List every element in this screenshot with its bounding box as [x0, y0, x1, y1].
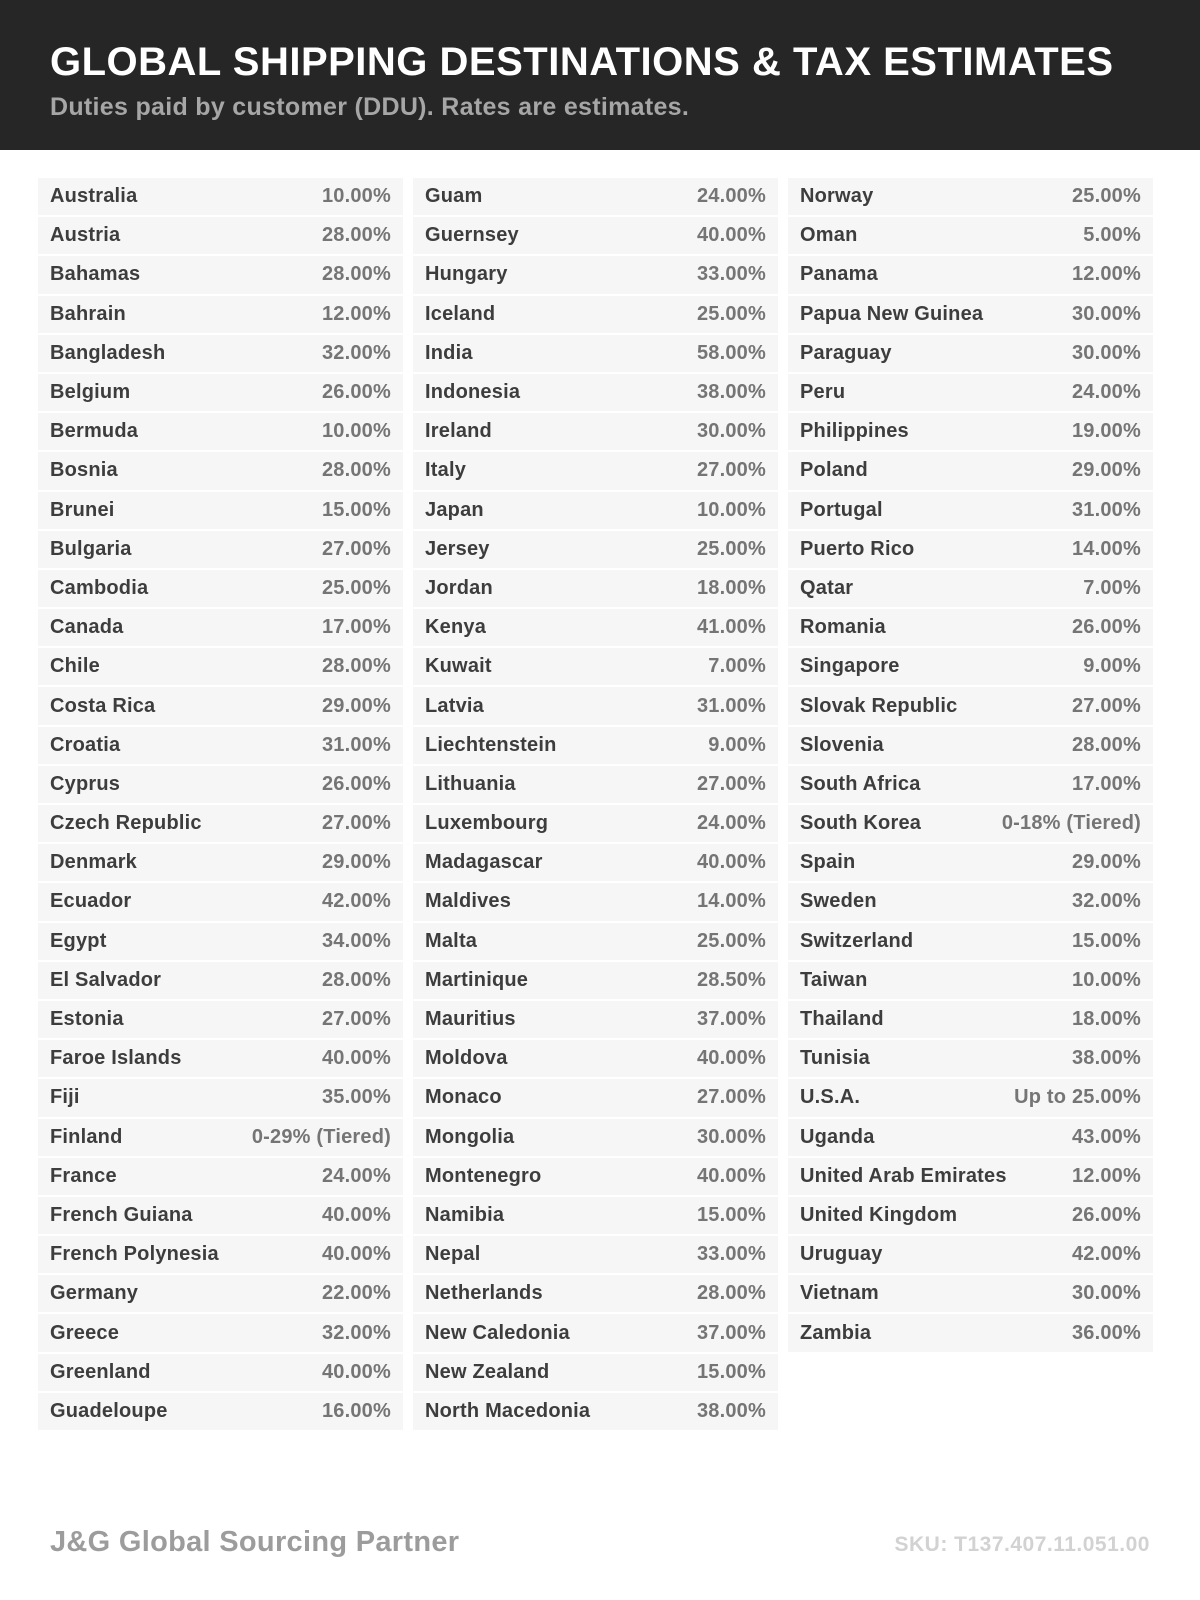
- table-row: [413, 727, 778, 764]
- country-name: Poland: [800, 459, 868, 482]
- country-name: Guam: [425, 185, 483, 208]
- table-row: [38, 687, 403, 724]
- table-row: [38, 923, 403, 960]
- country-name: Lithuania: [425, 772, 516, 795]
- tax-rate: 28.00%: [321, 263, 391, 286]
- table-row: [788, 178, 1153, 215]
- tax-table-column-3: [788, 178, 1153, 1354]
- table-row: [788, 1001, 1153, 1038]
- country-name: Maldives: [425, 890, 512, 913]
- country-name: Chile: [50, 655, 100, 678]
- table-row: [413, 805, 778, 842]
- tax-rate: 28.00%: [1071, 733, 1141, 756]
- table-row: [38, 570, 403, 607]
- table-row: [788, 687, 1153, 724]
- tax-rate: 37.00%: [696, 1321, 766, 1344]
- country-name: Greece: [50, 1321, 120, 1344]
- country-name: Guernsey: [425, 224, 519, 247]
- country-name: South Africa: [800, 772, 921, 795]
- country-name: Costa Rica: [50, 694, 156, 717]
- header-banner: [0, 0, 1200, 150]
- table-row: [413, 492, 778, 529]
- country-name: Bahamas: [50, 263, 141, 286]
- tax-rate: 26.00%: [321, 772, 391, 795]
- country-name: Guadeloupe: [50, 1399, 168, 1422]
- table-row: [788, 883, 1153, 920]
- tax-rate: 33.00%: [696, 263, 766, 286]
- country-name: Philippines: [800, 420, 909, 443]
- table-row: [413, 766, 778, 803]
- country-name: Zambia: [800, 1321, 872, 1344]
- brand-name: J&G Global Sourcing Partner: [50, 1526, 460, 1558]
- tax-rate: 40.00%: [696, 851, 766, 874]
- table-row: [788, 374, 1153, 411]
- country-name: Thailand: [800, 1008, 884, 1031]
- table-row: [413, 1119, 778, 1156]
- country-name: Martinique: [425, 968, 529, 991]
- country-name: Romania: [800, 616, 886, 639]
- tax-rate: 29.00%: [321, 694, 391, 717]
- tax-rate: 12.00%: [1071, 263, 1141, 286]
- tax-rate: 12.00%: [1071, 1164, 1141, 1187]
- table-row: [788, 923, 1153, 960]
- table-row: [413, 1236, 778, 1273]
- table-row: [38, 413, 403, 450]
- country-name: Oman: [800, 224, 858, 247]
- table-row: [788, 844, 1153, 881]
- country-name: Nepal: [425, 1243, 481, 1266]
- tax-rate: 22.00%: [321, 1282, 391, 1305]
- table-row: [788, 413, 1153, 450]
- country-name: Indonesia: [425, 381, 521, 404]
- tax-rate: 30.00%: [1071, 302, 1141, 325]
- table-row: [788, 296, 1153, 333]
- tax-rate: 32.00%: [321, 1321, 391, 1344]
- tax-rate: 27.00%: [696, 459, 766, 482]
- country-name: Latvia: [425, 694, 485, 717]
- country-name: Luxembourg: [425, 812, 549, 835]
- country-name: Czech Republic: [50, 812, 202, 835]
- tax-rate: 27.00%: [696, 772, 766, 795]
- country-name: India: [425, 341, 473, 364]
- tax-rate: 34.00%: [321, 929, 391, 952]
- country-name: Uruguay: [800, 1243, 883, 1266]
- country-name: Fiji: [50, 1086, 80, 1109]
- tax-rate: 26.00%: [321, 381, 391, 404]
- country-name: Taiwan: [800, 968, 868, 991]
- tax-rate: 25.00%: [696, 302, 766, 325]
- tax-rate: 24.00%: [1071, 381, 1141, 404]
- table-row: [788, 570, 1153, 607]
- tax-rate: 10.00%: [321, 420, 391, 443]
- table-row: [788, 1197, 1153, 1234]
- table-row: [413, 609, 778, 646]
- country-name: Monaco: [425, 1086, 502, 1109]
- country-name: Bosnia: [50, 459, 118, 482]
- country-name: Switzerland: [800, 929, 914, 952]
- country-name: Spain: [800, 851, 856, 874]
- tax-rate: 10.00%: [1071, 968, 1141, 991]
- tax-rate: 27.00%: [321, 1008, 391, 1031]
- table-row: [413, 648, 778, 685]
- table-row: [38, 296, 403, 333]
- table-row: [788, 1040, 1153, 1077]
- tax-rate: 7.00%: [1083, 576, 1141, 599]
- tax-rate: 38.00%: [696, 381, 766, 404]
- country-name: Kenya: [425, 616, 487, 639]
- country-name: Madagascar: [425, 851, 543, 874]
- country-name: Singapore: [800, 655, 900, 678]
- country-name: Italy: [425, 459, 467, 482]
- table-row: [788, 1079, 1153, 1116]
- country-name: Montenegro: [425, 1164, 542, 1187]
- table-row: [788, 805, 1153, 842]
- country-name: Qatar: [800, 576, 854, 599]
- country-name: Uganda: [800, 1125, 875, 1148]
- country-name: Slovenia: [800, 733, 884, 756]
- tax-rate: 40.00%: [696, 224, 766, 247]
- country-name: Cyprus: [50, 772, 121, 795]
- table-row: [38, 1158, 403, 1195]
- table-row: [413, 1158, 778, 1195]
- tax-rate: 25.00%: [1071, 185, 1141, 208]
- tax-rate: 25.00%: [696, 929, 766, 952]
- country-name: Mauritius: [425, 1008, 516, 1031]
- tax-rate: 18.00%: [1071, 1008, 1141, 1031]
- tax-rate: 0-29% (Tiered): [251, 1125, 391, 1148]
- table-row: [38, 1393, 403, 1430]
- tax-rate: 9.00%: [708, 733, 766, 756]
- tax-rate: 9.00%: [1083, 655, 1141, 678]
- tax-rate: 5.00%: [1083, 224, 1141, 247]
- country-name: Papua New Guinea: [800, 302, 984, 325]
- country-name: Croatia: [50, 733, 121, 756]
- table-row: [413, 256, 778, 293]
- table-row: [788, 609, 1153, 646]
- tax-rate: 15.00%: [1071, 929, 1141, 952]
- table-row: [413, 1314, 778, 1351]
- tax-rate: 30.00%: [1071, 341, 1141, 364]
- tax-rate: 30.00%: [696, 1125, 766, 1148]
- table-row: [38, 217, 403, 254]
- sku-label: SKU: T137.407.11.051.00: [894, 1533, 1150, 1556]
- tax-rate: 28.00%: [321, 459, 391, 482]
- table-row: [413, 1040, 778, 1077]
- country-name: Finland: [50, 1125, 123, 1148]
- table-row: [413, 178, 778, 215]
- tax-rate: 27.00%: [696, 1086, 766, 1109]
- country-name: New Zealand: [425, 1360, 550, 1383]
- table-row: [38, 648, 403, 685]
- country-name: Denmark: [50, 851, 137, 874]
- tax-rate: 26.00%: [1071, 616, 1141, 639]
- table-row: [413, 1197, 778, 1234]
- table-row: [38, 883, 403, 920]
- table-row: [413, 1001, 778, 1038]
- table-row: [413, 452, 778, 489]
- table-row: [413, 531, 778, 568]
- tax-rate: 41.00%: [696, 616, 766, 639]
- tax-rate: 42.00%: [321, 890, 391, 913]
- country-name: Vietnam: [800, 1282, 879, 1305]
- table-row: [788, 766, 1153, 803]
- tax-rate: 31.00%: [1071, 498, 1141, 521]
- country-name: Hungary: [425, 263, 508, 286]
- tax-rate: 25.00%: [321, 576, 391, 599]
- country-name: Portugal: [800, 498, 883, 521]
- table-row: [38, 178, 403, 215]
- country-name: Panama: [800, 263, 878, 286]
- tax-rate: 32.00%: [1071, 890, 1141, 913]
- table-row: [38, 1001, 403, 1038]
- country-name: Cambodia: [50, 576, 149, 599]
- country-name: Bulgaria: [50, 537, 132, 560]
- table-row: [38, 335, 403, 372]
- country-name: Germany: [50, 1282, 139, 1305]
- tax-rate: 29.00%: [321, 851, 391, 874]
- tax-rate: 14.00%: [1071, 537, 1141, 560]
- table-row: [38, 374, 403, 411]
- tax-rate: 28.00%: [321, 968, 391, 991]
- tax-rate: 36.00%: [1071, 1321, 1141, 1344]
- tax-rate: 31.00%: [696, 694, 766, 717]
- country-name: Iceland: [425, 302, 496, 325]
- table-row: [413, 570, 778, 607]
- country-name: French Guiana: [50, 1203, 193, 1226]
- country-name: New Caledonia: [425, 1321, 570, 1344]
- table-row: [38, 766, 403, 803]
- table-row: [413, 413, 778, 450]
- table-row: [38, 727, 403, 764]
- country-name: Belgium: [50, 381, 131, 404]
- table-row: [413, 1275, 778, 1312]
- tax-rate-table: [0, 178, 1200, 1432]
- tax-rate: 40.00%: [321, 1047, 391, 1070]
- table-row: [788, 727, 1153, 764]
- country-name: Japan: [425, 498, 484, 521]
- tax-rate: 43.00%: [1071, 1125, 1141, 1148]
- table-row: [38, 492, 403, 529]
- tax-rate: 58.00%: [696, 341, 766, 364]
- country-name: Austria: [50, 224, 121, 247]
- country-name: Sweden: [800, 890, 877, 913]
- country-name: Tunisia: [800, 1047, 870, 1070]
- country-name: Bermuda: [50, 420, 139, 443]
- tax-rate: 40.00%: [696, 1164, 766, 1187]
- table-row: [38, 1040, 403, 1077]
- table-row: [788, 256, 1153, 293]
- table-row: [788, 1314, 1153, 1351]
- page-subtitle: Duties paid by customer (DDU). Rates are estimates.: [50, 93, 690, 121]
- country-name: United Kingdom: [800, 1203, 958, 1226]
- tax-rate: 27.00%: [321, 812, 391, 835]
- tax-rate: 17.00%: [1071, 772, 1141, 795]
- footer: [50, 1526, 1150, 1559]
- tax-rate: 37.00%: [696, 1008, 766, 1031]
- tax-rate: 31.00%: [321, 733, 391, 756]
- tax-rate: 10.00%: [696, 498, 766, 521]
- country-name: Puerto Rico: [800, 537, 915, 560]
- country-name: Faroe Islands: [50, 1047, 182, 1070]
- table-row: [788, 1119, 1153, 1156]
- table-row: [413, 1354, 778, 1391]
- table-row: [413, 687, 778, 724]
- table-row: [38, 1119, 403, 1156]
- tax-rate: 25.00%: [696, 537, 766, 560]
- table-row: [413, 1393, 778, 1430]
- country-name: Estonia: [50, 1008, 124, 1031]
- tax-rate: 38.00%: [1071, 1047, 1141, 1070]
- tax-rate: 33.00%: [696, 1243, 766, 1266]
- table-row: [38, 256, 403, 293]
- table-row: [788, 217, 1153, 254]
- table-row: [788, 531, 1153, 568]
- country-name: Jordan: [425, 576, 493, 599]
- table-row: [788, 335, 1153, 372]
- table-row: [38, 962, 403, 999]
- tax-rate: 14.00%: [696, 890, 766, 913]
- country-name: Slovak Republic: [800, 694, 958, 717]
- country-name: Bangladesh: [50, 341, 166, 364]
- tax-rate: 0-18% (Tiered): [1001, 812, 1141, 835]
- tax-rate: 24.00%: [696, 185, 766, 208]
- country-name: Australia: [50, 185, 138, 208]
- page-title: GLOBAL SHIPPING DESTINATIONS & TAX ESTIMATES: [50, 40, 1114, 84]
- country-name: Canada: [50, 616, 124, 639]
- tax-rate: 40.00%: [321, 1360, 391, 1383]
- table-row: [413, 923, 778, 960]
- table-row: [38, 844, 403, 881]
- table-row: [38, 1275, 403, 1312]
- country-name: Jersey: [425, 537, 490, 560]
- country-name: North Macedonia: [425, 1399, 591, 1422]
- tax-rate: 32.00%: [321, 341, 391, 364]
- tax-rate: 15.00%: [696, 1203, 766, 1226]
- tax-rate: 28.50%: [696, 968, 766, 991]
- table-row: [38, 805, 403, 842]
- tax-rate: 24.00%: [696, 812, 766, 835]
- country-name: Moldova: [425, 1047, 508, 1070]
- country-name: Brunei: [50, 498, 115, 521]
- table-row: [788, 962, 1153, 999]
- tax-rate: 16.00%: [321, 1399, 391, 1422]
- table-row: [38, 609, 403, 646]
- tax-rate: 27.00%: [321, 537, 391, 560]
- country-name: Liechtenstein: [425, 733, 557, 756]
- tax-rate: 28.00%: [321, 224, 391, 247]
- table-row: [788, 1275, 1153, 1312]
- tax-rate: 35.00%: [321, 1086, 391, 1109]
- table-row: [413, 217, 778, 254]
- country-name: U.S.A.: [800, 1086, 861, 1109]
- country-name: Mongolia: [425, 1125, 515, 1148]
- tax-rate: 40.00%: [321, 1203, 391, 1226]
- table-row: [788, 1158, 1153, 1195]
- tax-rate: 30.00%: [1071, 1282, 1141, 1305]
- table-row: [38, 1236, 403, 1273]
- table-row: [38, 452, 403, 489]
- table-row: [38, 1314, 403, 1351]
- country-name: United Arab Emirates: [800, 1164, 1007, 1187]
- tax-rate: 15.00%: [321, 498, 391, 521]
- table-row: [788, 648, 1153, 685]
- table-row: [38, 1197, 403, 1234]
- tax-rate: Up to 25.00%: [1014, 1086, 1141, 1109]
- table-row: [788, 492, 1153, 529]
- table-row: [788, 1236, 1153, 1273]
- table-row: [38, 1079, 403, 1116]
- table-row: [413, 1079, 778, 1116]
- country-name: Paraguay: [800, 341, 892, 364]
- country-name: Namibia: [425, 1203, 505, 1226]
- country-name: Greenland: [50, 1360, 151, 1383]
- tax-rate: 30.00%: [696, 420, 766, 443]
- table-row: [413, 374, 778, 411]
- country-name: French Polynesia: [50, 1243, 219, 1266]
- tax-rate: 40.00%: [696, 1047, 766, 1070]
- tax-rate: 27.00%: [1071, 694, 1141, 717]
- tax-rate: 15.00%: [696, 1360, 766, 1383]
- tax-rate: 28.00%: [696, 1282, 766, 1305]
- tax-rate: 10.00%: [321, 185, 391, 208]
- country-name: Norway: [800, 185, 874, 208]
- tax-rate: 19.00%: [1071, 420, 1141, 443]
- country-name: Bahrain: [50, 302, 126, 325]
- tax-rate: 26.00%: [1071, 1203, 1141, 1226]
- table-row: [413, 844, 778, 881]
- tax-table-column-2: [413, 178, 778, 1432]
- country-name: Malta: [425, 929, 478, 952]
- tax-table-column-1: [38, 178, 403, 1432]
- tax-rate: 7.00%: [708, 655, 766, 678]
- tax-rate: 42.00%: [1071, 1243, 1141, 1266]
- tax-rate: 18.00%: [696, 576, 766, 599]
- table-row: [38, 531, 403, 568]
- table-row: [413, 883, 778, 920]
- tax-rate: 40.00%: [321, 1243, 391, 1266]
- country-name: France: [50, 1164, 117, 1187]
- country-name: El Salvador: [50, 968, 162, 991]
- table-row: [413, 335, 778, 372]
- table-row: [788, 452, 1153, 489]
- country-name: Kuwait: [425, 655, 492, 678]
- table-row: [413, 296, 778, 333]
- tax-rate: 17.00%: [321, 616, 391, 639]
- country-name: Ecuador: [50, 890, 132, 913]
- tax-rate: 29.00%: [1071, 459, 1141, 482]
- tax-rate: 28.00%: [321, 655, 391, 678]
- country-name: Egypt: [50, 929, 107, 952]
- country-name: Netherlands: [425, 1282, 543, 1305]
- table-row: [413, 962, 778, 999]
- country-name: South Korea: [800, 812, 922, 835]
- tax-rate: 38.00%: [696, 1399, 766, 1422]
- country-name: Ireland: [425, 420, 492, 443]
- tax-rate: 12.00%: [321, 302, 391, 325]
- tax-rate: 24.00%: [321, 1164, 391, 1187]
- country-name: Peru: [800, 381, 846, 404]
- tax-rate: 29.00%: [1071, 851, 1141, 874]
- table-row: [38, 1354, 403, 1391]
